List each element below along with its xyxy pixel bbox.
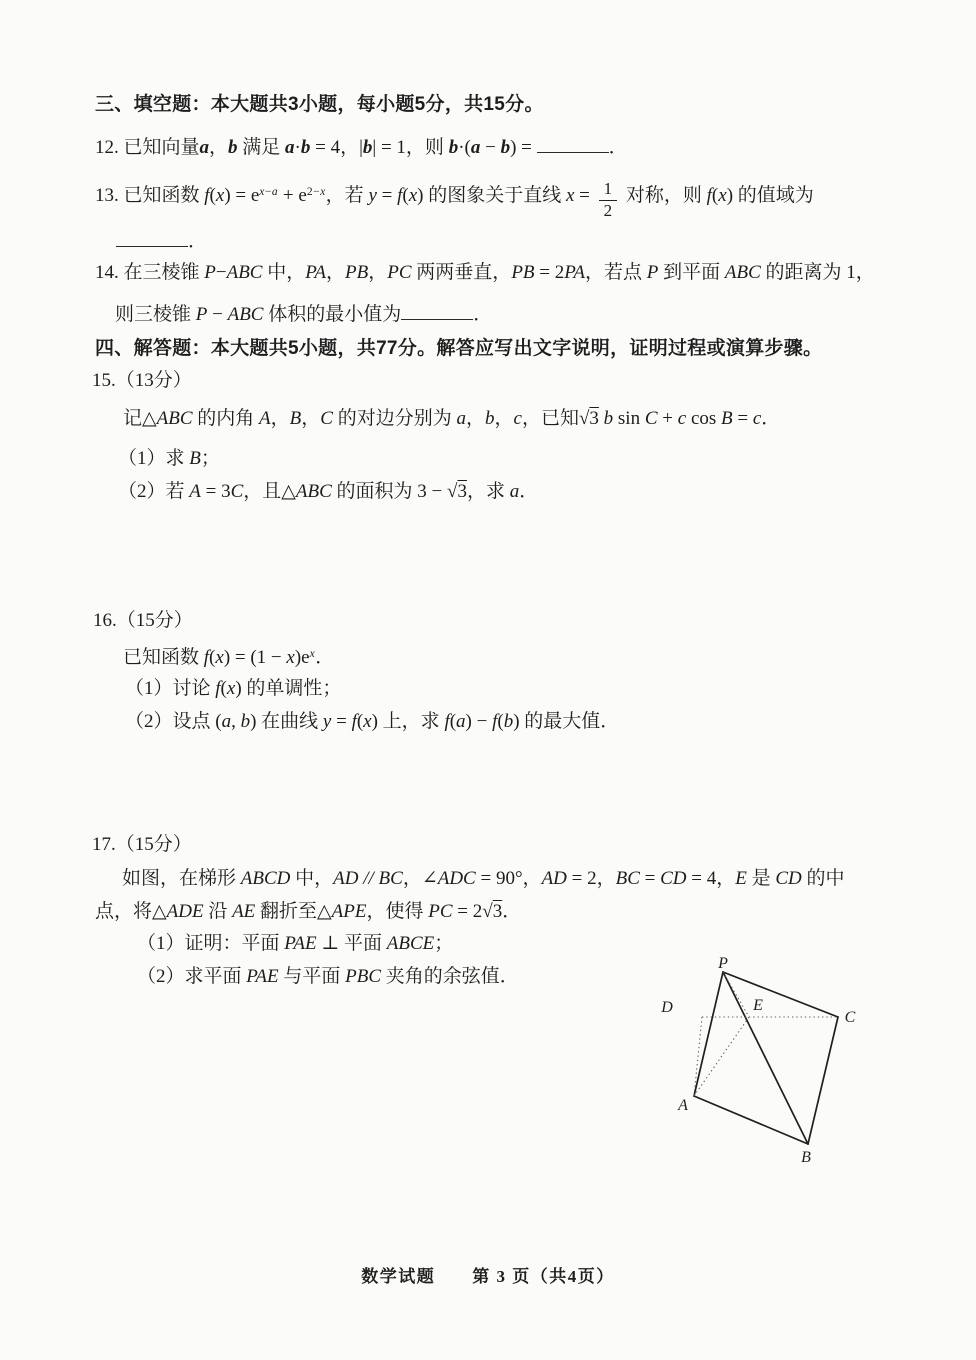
figure-label-B: B (801, 1149, 811, 1166)
question-15-part1: （1）求 B； (118, 448, 220, 469)
figure-label-P: P (718, 956, 728, 972)
figure-label-D: D (661, 999, 673, 1016)
question-15-number: 15.（13分） (92, 370, 192, 391)
page-footer: 数学试题 第 3 页（共4页） (361, 1267, 615, 1286)
figure-edge-CB (808, 1017, 838, 1144)
figure-edge-AE (694, 1017, 749, 1096)
figure-label-E: E (753, 997, 763, 1014)
question-16-part1: （1）讨论 f(x) 的单调性； (125, 678, 342, 699)
question-12: 12. 已知向量a，b 满足 a·b = 4，|b| = 1，则 b·(a − b) = ． (95, 133, 628, 163)
section4-header: 四、解答题：本大题共5小题，共77分。解答应写出文字说明，证明过程或演算步骤。 (95, 338, 823, 359)
section3-header: 三、填空题：本大题共3小题，每小题5分，共15分。 (95, 94, 544, 115)
figure-edge-PC (723, 972, 838, 1017)
question-17-line1: 如图，在梯形 ABCD 中，AD // BC，∠ADC = 90°，AD = 2，BC = CD = 4，E 是 CD 的中 (122, 868, 845, 889)
question-16-body: 已知函数 $f(x) = (1 - x)e^x$． (123, 647, 335, 668)
question-13-line1: 13. 已知函数 $f(x) = e^{x-a} + e^{2-x}$，若 y = f(x) 的图象关于直线 x = $\frac{1}{2}$ 对称，则 f(x) 的值域为 (95, 179, 814, 220)
figure-edge-AB (694, 1096, 808, 1144)
figure-label-A: A (678, 1097, 688, 1114)
question-16-part2: （2）设点 (a, b) 在曲线 y = f(x) 上，求 f(a) − f(b) 的最大值． (125, 711, 620, 732)
question-17-part1: （1）证明：平面 PAE ⊥ 平面 ABCE； (137, 933, 454, 954)
figure-edge-PB (723, 972, 808, 1144)
question-13-blank: ． (116, 227, 207, 257)
figure-edge-PA (694, 972, 723, 1096)
question-17-line2: 点，将△ADE 沿 AE 翻折至△APE，使得 PC = 2√3． (95, 901, 522, 922)
question17-figure (648, 956, 878, 1171)
question-16-number: 16.（15分） (93, 610, 193, 631)
question-14-line2: 则三棱锥 P − ABC 体积的最小值为 ． (115, 300, 492, 330)
question-17-part2: （2）求平面 PAE 与平面 PBC 夹角的余弦值． (137, 966, 519, 987)
question-17-number: 17.（15分） (92, 834, 192, 855)
question-14-line1: 14. 在三棱锥 P−ABC 中，PA，PB，PC 两两垂直，PB = 2PA，若点 P 到平面 ABC 的距离为 1， (95, 262, 875, 283)
question-15-body: 记△ABC 的内角 A，B，C 的对边分别为 a，b，c，已知√3 b sin C + c cos B = c． (123, 408, 781, 429)
figure-edge-DA (694, 1017, 702, 1096)
question-15-part2: （2）若 A = 3C，且△ABC 的面积为 3 − √3，求 a． (118, 481, 539, 502)
figure-label-C: C (844, 1009, 856, 1026)
